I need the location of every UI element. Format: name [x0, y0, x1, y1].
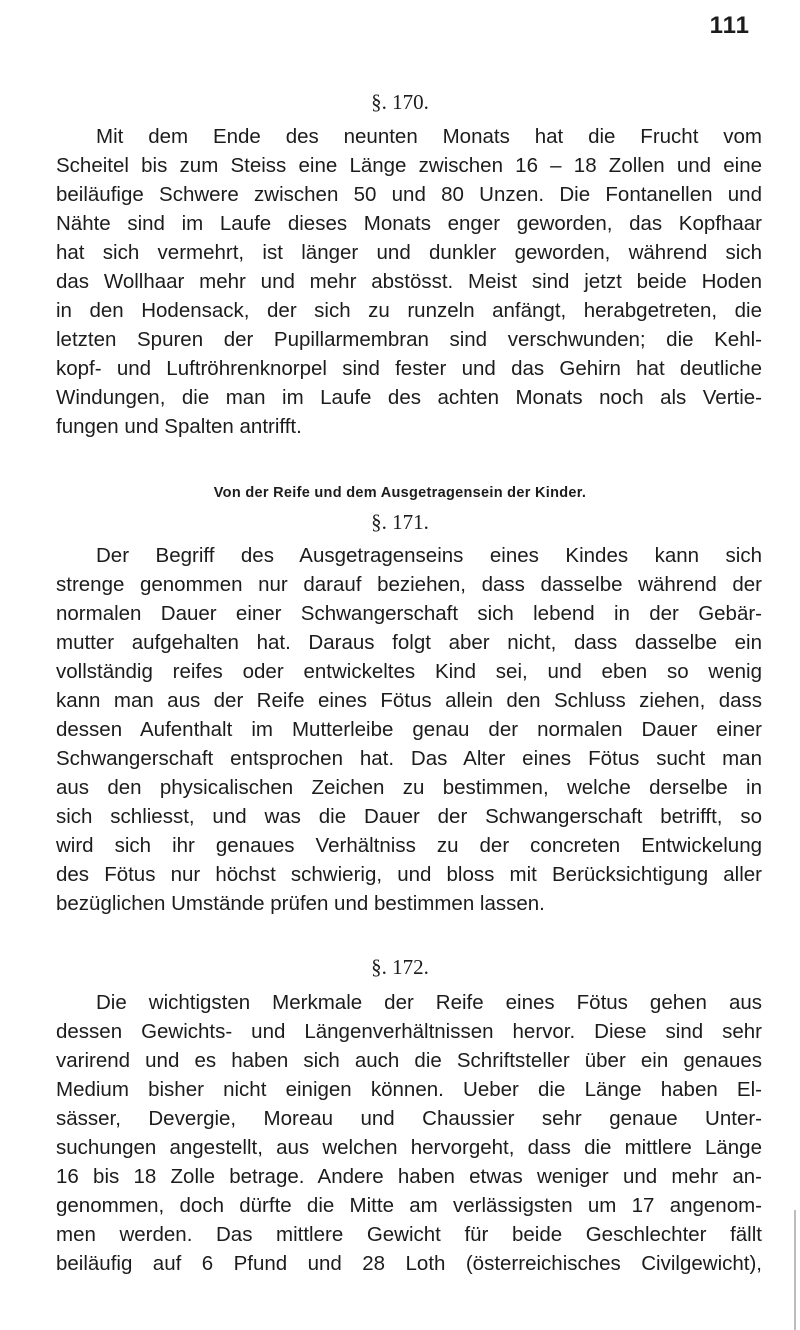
section-170-paragraph	[56, 122, 762, 441]
text-line: fungen und Spalten antrifft.	[56, 415, 302, 438]
section-172-paragraph	[56, 988, 762, 1278]
text-line: mutter aufgehalten hat. Daraus folgt aber nicht, dass dasselbe ein	[56, 631, 762, 654]
section-171-paragraph	[56, 541, 762, 918]
text-line: Medium bisher nicht einigen können. Ueber die Länge haben El-	[56, 1078, 762, 1101]
text-line: letzten Spuren der Pupillarmembran sind verschwunden; die Kehl-	[56, 328, 762, 351]
text-line: Schwangerschaft entsprochen hat. Das Alter eines Fötus sucht man	[56, 747, 762, 770]
text-line: in den Hodensack, der sich zu runzeln anfängt, herabgetreten, die	[56, 299, 762, 322]
section-172-heading: §. 172.	[371, 955, 429, 979]
section-170-heading: §. 170.	[371, 90, 429, 114]
text-line: aus den physicalischen Zeichen zu bestimmen, welche derselbe in	[56, 776, 762, 799]
text-line: Windungen, die man im Laufe des achten Monats noch als Vertie-	[56, 386, 762, 409]
text-line: beiläufige Schwere zwischen 50 und 80 Unzen. Die Fontanellen und	[56, 183, 762, 206]
text-line: Nähte sind im Laufe dieses Monats enger geworden, das Kopfhaar	[56, 212, 762, 235]
text-line: Mit dem Ende des neunten Monats hat die Frucht vom	[96, 125, 762, 148]
text-line: Der Begriff des Ausgetragenseins eines Kindes kann sich	[96, 544, 762, 567]
page-number: 111	[709, 12, 750, 39]
text-line: Scheitel bis zum Steiss eine Länge zwischen 16 – 18 Zollen und eine	[56, 154, 762, 177]
text-line: bezüglichen Umstände prüfen und bestimmen lassen.	[56, 892, 545, 915]
text-line: strenge genommen nur darauf beziehen, dass dasselbe während der	[56, 573, 762, 596]
text-line: kopf- und Luftröhrenknorpel sind fester und das Gehirn hat deutliche	[56, 357, 762, 380]
page-edge-mark	[794, 1210, 796, 1330]
chapter-heading: Von der Reife und dem Ausgetragensein der Kinder.	[213, 485, 587, 501]
text-line: normalen Dauer einer Schwangerschaft sich lebend in der Gebär-	[56, 602, 762, 625]
text-line: 16 bis 18 Zolle betrage. Andere haben etwas weniger und mehr an-	[56, 1165, 762, 1188]
text-line: varirend und es haben sich auch die Schriftsteller über ein genaues	[56, 1049, 762, 1072]
text-line: dessen Gewichts- und Längenverhältnissen hervor. Diese sind sehr	[56, 1020, 762, 1043]
text-line: das Wollhaar mehr und mehr abstösst. Meist sind jetzt beide Hoden	[56, 270, 762, 293]
text-line: genommen, doch dürfte die Mitte am verlässigsten um 17 angenom-	[56, 1194, 762, 1217]
text-line: dessen Aufenthalt im Mutterleibe genau der normalen Dauer einer	[56, 718, 762, 741]
text-line: suchungen angestellt, aus welchen hervorgeht, dass die mittlere Länge	[56, 1136, 762, 1159]
text-line: beiläufig auf 6 Pfund und 28 Loth (österreichisches Civilgewicht),	[56, 1252, 762, 1275]
text-line: des Fötus nur höchst schwierig, und bloss mit Berücksichtigung aller	[56, 863, 762, 886]
text-line: hat sich vermehrt, ist länger und dunkler geworden, während sich	[56, 241, 762, 264]
text-line: men werden. Das mittlere Gewicht für beide Geschlechter fällt	[56, 1223, 762, 1246]
text-line: Die wichtigsten Merkmale der Reife eines Fötus gehen aus	[96, 991, 762, 1014]
text-line: sich schliesst, und was die Dauer der Schwangerschaft betrifft, so	[56, 805, 762, 828]
text-line: vollständig reifes oder entwickeltes Kind sei, und eben so wenig	[56, 660, 762, 683]
section-171-heading: §. 171.	[371, 510, 429, 534]
text-line: kann man aus der Reife eines Fötus allein den Schluss ziehen, dass	[56, 689, 762, 712]
text-line: sässer, Devergie, Moreau und Chaussier sehr genaue Unter-	[56, 1107, 762, 1130]
text-line: wird sich ihr genaues Verhältniss zu der concreten Entwickelung	[56, 834, 762, 857]
